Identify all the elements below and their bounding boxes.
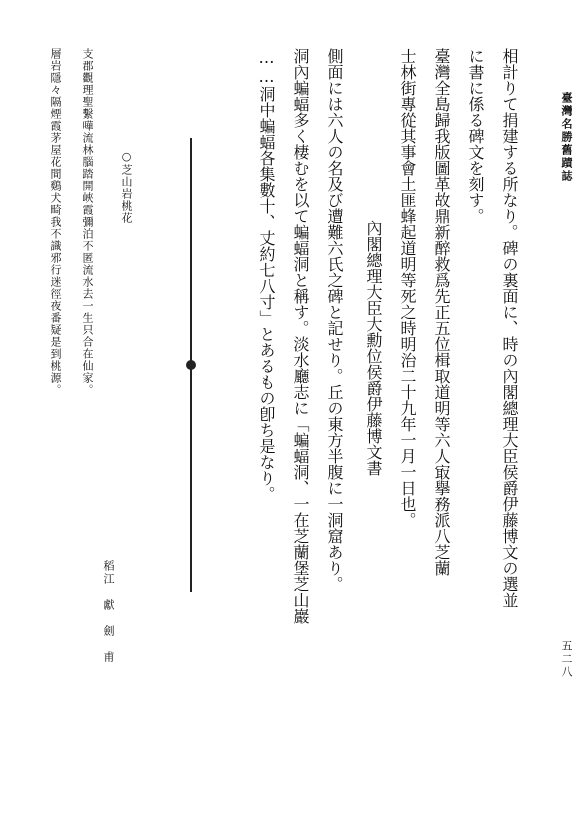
- poem-line: 層岩隱々隔煙霞茅屋花間鷄犬畸我不識邪行迷徑夜番疑是到桃源。: [49, 48, 62, 396]
- divider-ornament: [186, 360, 196, 370]
- body-column: 側面には六人の名及び遭難六氏之碑と記せり。丘の東方半腹に一洞窟あり。: [325, 48, 344, 592]
- inscription-column: 臺灣全島歸我版圖革故鼎新醉救爲先正五位楫取道明等六人㝡擧務派八芝蘭: [432, 48, 451, 576]
- body-column: 相計りて捐建する所なり。碑の裏面に、時の內閣總理大臣侯爵伊藤博文の選並: [500, 48, 519, 608]
- poem-line: 支郡觀理聖繫嘩流林腦踏開峽霞彌泊不匿流水去一生只合在仙家。: [81, 48, 94, 396]
- inscription-column: 士林街專從其事會土匪蜂起道明等死之時明治二十九年一月一日也。: [398, 48, 417, 528]
- body-column: ……洞中蝙蝠各集數十、丈約七八寸」とあるもの卽ち是なり。: [257, 48, 276, 502]
- running-title: 臺灣名勝舊蹟誌: [560, 92, 573, 183]
- body-column: 洞內蝙蝠多く棲むを以て蝙蝠洞と稱す。淡水廳志に「蝙蝠洞、一在芝蘭堡芝山巖: [291, 48, 310, 624]
- page-number: 五二八: [560, 640, 573, 679]
- inscription-signature: 內閣總理大臣大勳位侯爵伊藤博文書: [364, 220, 383, 476]
- body-column: に書に係る碑文を刻す。: [466, 48, 485, 224]
- poem-title: ○芝山岩桃花: [120, 150, 133, 224]
- poem-author: 稻江 獻 劍 甫: [102, 560, 115, 664]
